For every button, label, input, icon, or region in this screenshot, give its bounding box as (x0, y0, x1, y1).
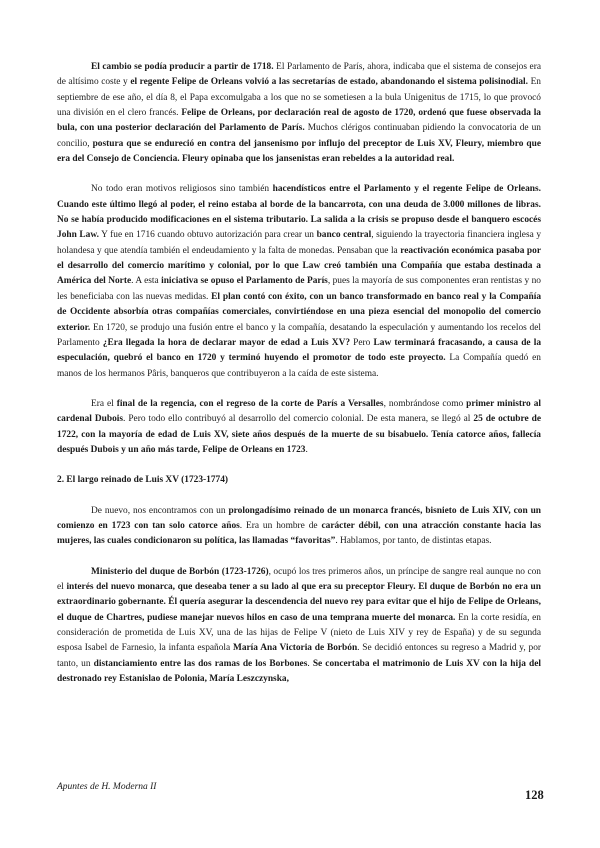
bold-text-run: 2. El largo reinado de Luis XV (1723-1774) (57, 475, 229, 486)
text-run: Pero (350, 337, 374, 348)
text-run: . Se decidió entonces su regreso a Madrid y, por tanto, un (57, 643, 542, 669)
bold-text-run: Law terminará fracasando, a causa de la especulación, quebró el banco en 1720 y terminó huyendo el promotor de todo este proyecto. (57, 337, 542, 364)
text-run: , ocupó los tres primeros años, un príncipe de sangre real aunque no con el (57, 566, 541, 592)
text-run: En septiembre de ese año, el día 8, el Papa excomulgaba a los que no se sometiesen a la bula Unigenitus de 1715, lo que provocó una división en el clero francés. (57, 77, 541, 119)
bold-text-run: el regente Felipe de Orleans volvió a las secretarías de estado, abandonando el sistema polisinodial. (130, 77, 528, 88)
document-body (57, 60, 541, 702)
bold-text-run: reactivación económica pasaba por el desarrollo del comercio marítimo y colonial, por lo que Law creó también una Compañía que estaba destinada a América del Norte (57, 245, 541, 287)
paragraph (57, 182, 541, 381)
paragraph (57, 60, 541, 167)
text-run: El Parlamento de París, ahora, indicaba que el sistema de consejos era de altísimo coste y (57, 62, 541, 88)
paragraph (57, 504, 541, 550)
bold-text-run: prolongadísimo reinado de un monarca francés, bisnieto de Luis XIV, con un comienzo en 1723 con tan solo catorce años (57, 505, 541, 531)
text-run: Era el (91, 398, 117, 409)
text-run: , siguiendo la trayectoria financiera inglesa y holandesa y que atendía también el endeudamiento y la falta de monedas. Pensaban que la (57, 230, 542, 256)
bold-text-run: ¿Era llegada la hora de declarar mayor de edad a Luis XV? (102, 337, 351, 348)
text-run: De nuevo, nos encontramos con un (91, 505, 229, 516)
bold-text-run: postura que se endureció en contra del jansenismo por influjo del preceptor de Luis XV, Fleury, miembro que era del Consejo de Conciencia. Fleury opinaba que los jansenistas eran rebeldes a la autoridad real. (57, 138, 541, 165)
text-run: La Compañía quedó en manos de los hermanos Pâris, banqueros que contribuyeron a la caída de este sistema. (57, 353, 541, 379)
bold-text-run: banco central (316, 230, 372, 241)
paragraph (57, 397, 541, 458)
text-run: . Hablamos, por tanto, de distintas etapas. (335, 536, 492, 547)
bold-text-run: El cambio se podía producir a partir de 1718. (91, 62, 274, 72)
footer-note: Apuntes de H. Moderna II (57, 782, 157, 792)
text-run: No todo eran motivos religiosos sino también (91, 184, 273, 195)
text-run: . (305, 444, 308, 455)
text-run: Muchos clérigos continuaban pidiendo la convocatoria de un concilio, (57, 123, 541, 149)
bold-text-run: iniciativa se opuso el Parlamento de París (161, 276, 328, 287)
text-run: . Era un hombre de (239, 520, 322, 531)
bold-text-run: final de la regencia, con el regreso de la corte de París a Versalles (116, 398, 384, 409)
text-run: En la corte residía, en consideración de prometida de Luis XV, una de las hijas de Felipe V (nieto de Luis XIV y rey de España) y de su segunda esposa Isabel de Farnesio, la infanta española (57, 612, 541, 654)
bold-text-run: Ministerio del duque de Borbón (1723-1726) (91, 566, 269, 577)
bold-text-run: primer ministro al cardenal Dubois (57, 398, 541, 425)
text-run: , nombrándose como (383, 398, 467, 409)
bold-text-run: interés del nuevo monarca, que deseaba tener a su lado al que era su preceptor Fleury. El duque de Borbón no era un extraordinario gobernante. Él quería asegurar la descendencia del nuevo rey para evitar que el hijo de Felipe de Orleans, el duque de Chartres, pudiese manejar nuevos hilos en caso de una temprana muerte del monarca. (57, 581, 541, 623)
text-run: . (307, 658, 313, 669)
bold-text-run: hacendísticos entre el Parlamento y el regente Felipe de Orleans. Cuando este último llegó al poder, el reino estaba al borde de la bancarrota, con una deuda de 3.000 millones de libras. No se había producido modificaciones en el sistema tributario. La salida a la crisis se propuso desde el banquero escocés John Law. (57, 184, 541, 241)
paragraph (57, 565, 541, 688)
text-run: En 1720, se produjo una fusión entre el banco y la compañía, desatando la especulación y aumentando los recelos del Parlamento (57, 322, 541, 348)
bold-text-run: carácter débil, con una atracción constante hacia las mujeres, las cuales condicionaron su política, las llamadas “favoritas” (57, 520, 541, 547)
bold-text-run: El plan contó con éxito, con un banco transformado en banco real y la Compañía de Occidente absorbía otras compañías comerciales, convirtiéndose en una pieza esencial del monopolio del comercio exterior. (57, 291, 542, 333)
section-heading (57, 473, 541, 488)
bold-text-run: 25 de octubre de 1722, con la mayoría de edad de Luis XV, siete años después de la muerte de su bisabuelo. Tenía catorce años, fallecía después Dubois y un año más tarde, Felipe de Orleans en 1723 (57, 414, 541, 455)
page-number: 128 (525, 788, 544, 802)
bold-text-run: María Ana Victoria de Borbón (232, 643, 358, 654)
bold-text-run: distanciamiento entre las dos ramas de los Borbones (93, 658, 308, 669)
text-run: , pues la mayoría de sus componentes eran rentistas y no les beneficiaba con las nuevas medidas. (57, 276, 541, 302)
text-run: . Pero todo ello contribuyó al desarrollo del comercio colonial. De esta manera, se llegó al (123, 414, 474, 425)
bold-text-run: Felipe de Orleans, por declaración real de agosto de 1720, ordenó que fuese observada la bula, con una posterior declaración del Parlamento de París. (57, 108, 541, 134)
bold-text-run: Se concertaba el matrimonio de Luis XV con la hija del destronado rey Estanislao de Polonia, María Leszczynska, (57, 658, 542, 685)
text-run: . A esta (131, 276, 162, 287)
text-run: Y fue en 1716 cuando obtuvo autorización para crear un (98, 230, 317, 241)
